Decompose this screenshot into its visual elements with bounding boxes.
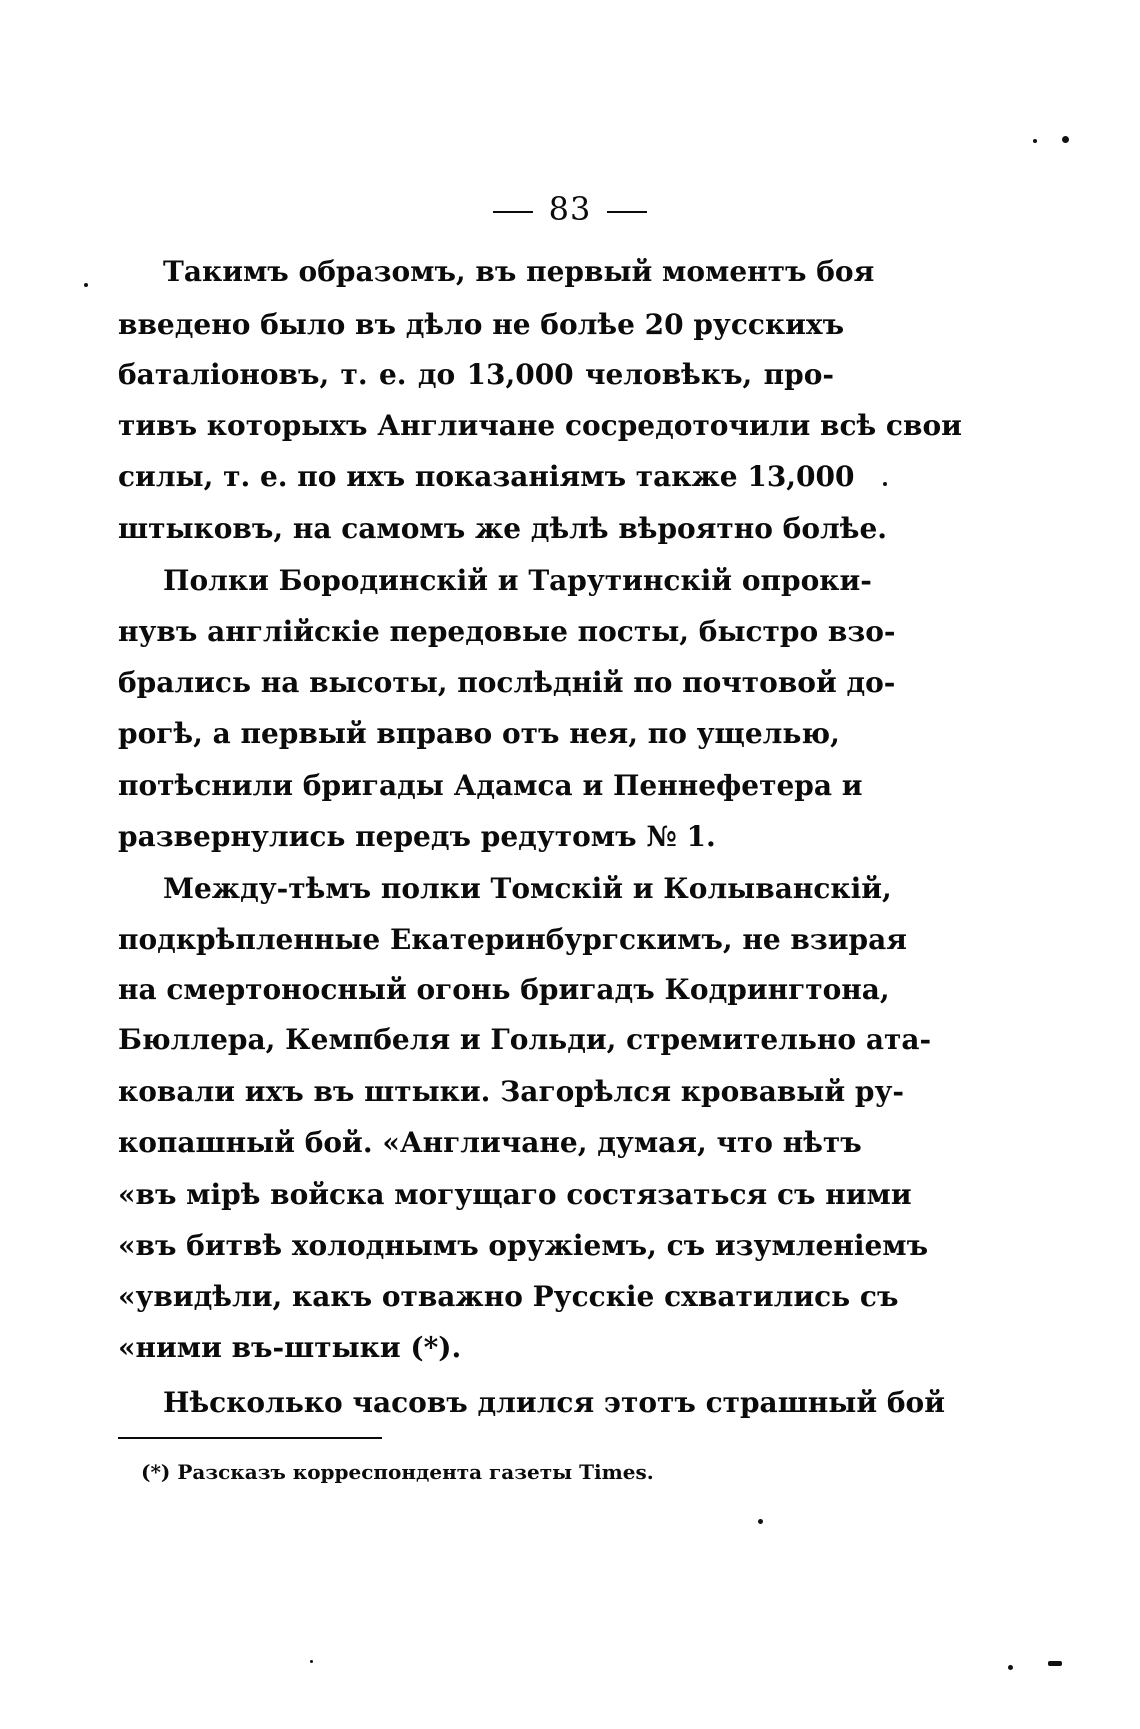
text-line: Нѣсколько часовъ длился этотъ страшный бой	[163, 1386, 945, 1419]
footnote-rule	[118, 1437, 382, 1439]
text-line: тивъ которыхъ Англичане сосредоточили всѣ свои	[118, 409, 962, 442]
text-line: «увидѣли, какъ отважно Русскіе схватились съ	[118, 1280, 899, 1313]
text-line: Полки Бородинскій и Тарутинскій опроки-	[163, 564, 872, 597]
scan-speck	[1033, 139, 1037, 143]
text-line: силы, т. е. по ихъ показаніямъ также 13,000	[118, 460, 855, 493]
text-line: Бюллера, Кемпбеля и Гольди, стремительно ата-	[118, 1023, 932, 1056]
scan-speck	[1048, 1661, 1062, 1666]
left-dash	[493, 211, 533, 213]
text-line: нувъ англійскіе передовые посты, быстро взо-	[118, 615, 896, 648]
text-line: развернулись передъ редутомъ № 1.	[118, 820, 716, 853]
scan-speck	[1008, 1665, 1013, 1670]
scan-speck	[883, 482, 887, 486]
scan-speck	[310, 1660, 313, 1663]
text-line: Между-тѣмъ полки Томскій и Колыванскій,	[163, 872, 892, 905]
text-line: подкрѣпленные Екатеринбургскимъ, не взирая	[118, 923, 907, 956]
text-line: «ними въ-штыки (*).	[118, 1331, 462, 1364]
text-line: брались на высоты, послѣдній по почтовой до-	[118, 666, 896, 699]
text-line: на смертоносный огонь бригадъ Кодрингтона,	[118, 973, 890, 1006]
page-number-value: 83	[548, 190, 592, 228]
text-line: рогѣ, а первый вправо отъ нея, по ущелью,	[118, 717, 840, 750]
text-line: баталіоновъ, т. е. до 13,000 человѣкъ, про-	[118, 358, 834, 391]
right-dash	[607, 211, 647, 213]
text-line: «въ битвѣ холоднымъ оружіемъ, съ изумленіемъ	[118, 1229, 929, 1262]
text-line: ковали ихъ въ штыки. Загорѣлся кровавый ру-	[118, 1075, 905, 1108]
scan-speck	[758, 1519, 763, 1524]
text-line: штыковъ, на самомъ же дѣлѣ вѣроятно болѣе.	[118, 512, 888, 545]
scan-speck	[84, 283, 88, 287]
scan-speck	[1062, 136, 1069, 143]
text-line: копашный бой. «Англичане, думая, что нѣтъ	[118, 1126, 862, 1159]
text-line: «въ мірѣ войска могущаго состязаться съ ними	[118, 1178, 912, 1211]
text-line: Такимъ образомъ, въ первый моментъ боя	[163, 255, 875, 288]
text-line: потѣснили бригады Адамса и Пеннефетера и	[118, 769, 863, 802]
page-number	[0, 190, 1140, 228]
text-line: введено было въ дѣло не болѣе 20 русскихъ	[118, 308, 845, 341]
footnote: (*) Разсказъ корреспондента газеты Times.	[141, 1460, 654, 1484]
